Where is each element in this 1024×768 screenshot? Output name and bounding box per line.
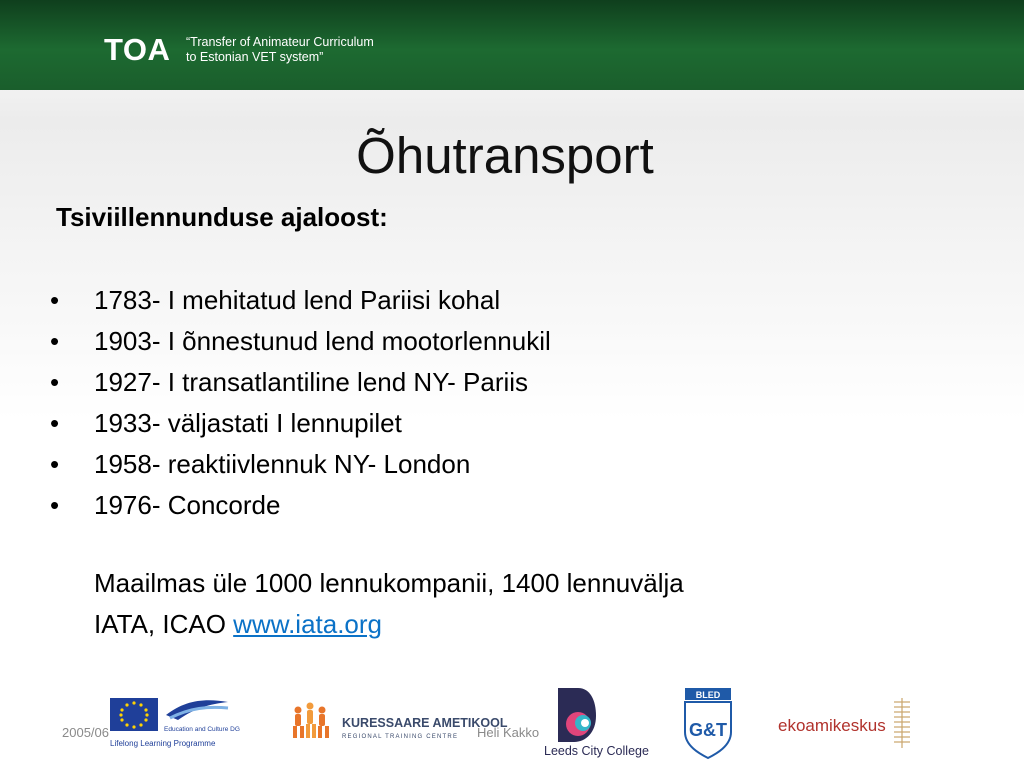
children-figures-icon [293,703,329,739]
bullet-icon: • [50,449,60,479]
bullet-item [50,364,551,405]
kuressaare-line1: KURESSAARE AMETIKOOL [342,716,508,730]
footer-date: 2005/06 [62,725,109,740]
header-bar [0,0,1024,90]
kuressaare-line2: REGIONAL TRAINING CENTRE [342,734,459,740]
bullet-item [50,323,551,364]
bullet-text: 1933- väljastati I lennupilet [94,408,402,438]
slide-title: Õhutransport [356,127,654,184]
bullet-list [50,282,551,528]
bullet-icon: • [50,326,60,356]
note-line-2 [94,609,382,640]
eu-line1: Education and Culture DG [164,726,240,733]
footer-logos [0,680,1024,768]
slide-subtitle: Tsiviillennunduse ajaloost: [56,202,388,232]
eu-line2: Lifelong Learning Programme [110,739,216,748]
footer-author: Heli Kakko [477,725,540,740]
bled-logo [685,688,731,758]
note-line-1: Maailmas üle 1000 lennukompanii, 1400 lennuvälja [94,568,684,598]
bullet-text: 1903- I õnnestunud lend mootorlennukil [94,326,551,356]
bled-label: BLED [695,690,721,700]
leeds-label: Leeds City College [544,744,649,758]
bullet-icon: • [50,490,60,520]
iata-link[interactable]: www.iata.org [233,609,383,639]
bullet-icon: • [50,367,60,397]
bullet-item [50,446,551,487]
bullet-icon: • [50,285,60,315]
bullet-item [50,282,551,323]
kuressaare-logo [293,703,508,741]
leeds-city-college-logo [544,688,649,758]
toa-logo-subtitle: “Transfer of Animateur Curriculum to Estonian VET system” [186,35,374,64]
bullet-text: 1958- reaktiivlennuk NY- London [94,449,471,479]
eu-lifelong-learning-logo [110,698,240,748]
bullet-item [50,405,551,446]
note-line-2-prefix: IATA, ICAO [94,609,234,639]
bled-initials: G&T [689,720,727,740]
toa-logo-acronym: TOA [104,32,171,67]
ekoamikeskus-label: ekoamikeskus [778,716,886,735]
bullet-item [50,487,551,528]
bullet-icon: • [50,408,60,438]
bullet-text: 1976- Concorde [94,490,281,520]
bullet-text: 1783- I mehitatud lend Pariisi kohal [94,285,501,315]
bullet-text: 1927- I transatlantiline lend NY- Pariis [94,367,529,397]
ekoamikeskus-logo [778,698,910,748]
building-lines-icon [894,698,910,748]
